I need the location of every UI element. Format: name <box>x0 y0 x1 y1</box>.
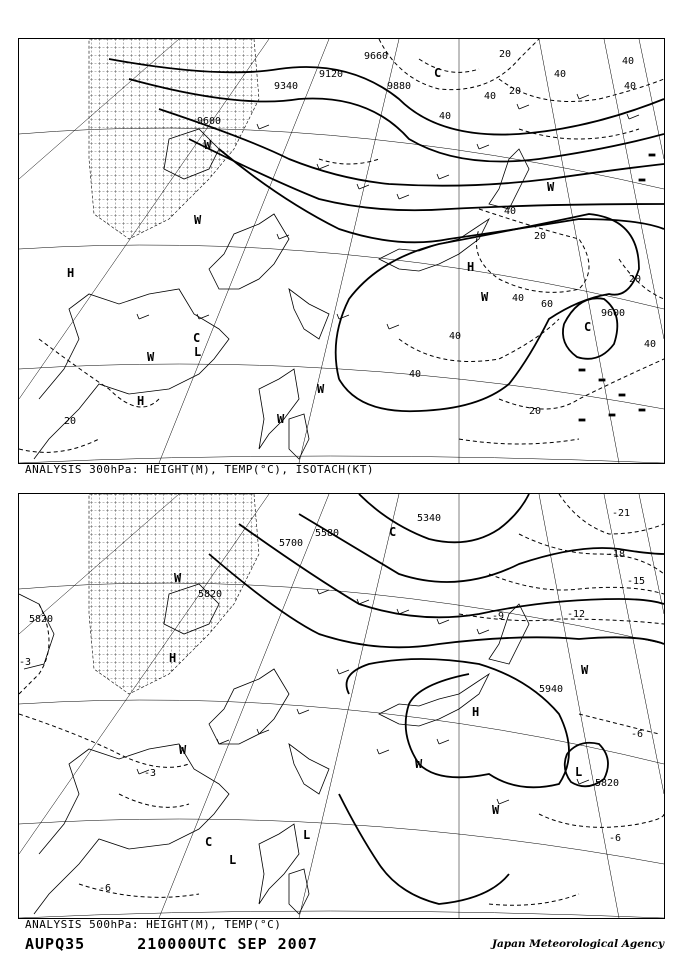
valid-time: 210000UTC SEP 2007 <box>137 935 318 953</box>
low-center: L <box>575 765 583 779</box>
temperature-label: -18 <box>607 549 626 560</box>
height-label: 5700 <box>279 538 304 549</box>
height-label: 9600 <box>197 116 222 127</box>
warm-center: W <box>317 382 325 396</box>
isotach-label: 40 <box>512 293 525 304</box>
height-label: 5820 <box>198 589 223 600</box>
agency-name: Japan Meteorological Agency <box>492 938 665 950</box>
isotach-label: 40 <box>439 111 452 122</box>
warm-center: W <box>581 663 589 677</box>
warm-center: W <box>415 757 423 771</box>
isotach-label: 20 <box>629 274 642 285</box>
isotach-label: 20 <box>529 406 542 417</box>
isotach-label: 40 <box>554 69 567 80</box>
height-label: 9660 <box>364 51 389 62</box>
high-center: H <box>472 705 480 719</box>
panel-caption-300hpa: ANALYSIS 300hPa: HEIGHT(M), TEMP(°C), ISOTACH(KT) <box>25 463 375 476</box>
temperature-label: -6 <box>631 729 644 740</box>
isotach-label: 20 <box>534 231 547 242</box>
temperature-label: -15 <box>627 576 646 587</box>
isotach-label: 20 <box>64 416 77 427</box>
isotach-label: 40 <box>622 56 635 67</box>
temperature-label: -3 <box>19 657 32 668</box>
temperature-label: -9 <box>492 611 505 622</box>
height-contours <box>209 494 664 904</box>
warm-center: W <box>481 290 489 304</box>
warm-center: W <box>147 350 155 364</box>
cold-center: C <box>193 331 201 345</box>
chart-footer <box>25 935 360 953</box>
warm-center: W <box>547 180 555 194</box>
warm-center: W <box>277 412 285 426</box>
height-label: 5580 <box>315 528 340 539</box>
map-panel-500hpa <box>18 493 665 919</box>
cold-center: C <box>584 320 592 334</box>
height-label: 9120 <box>319 69 344 80</box>
isotach-label: 40 <box>644 339 657 350</box>
warm-center: W <box>174 571 182 585</box>
height-label: 9880 <box>387 81 412 92</box>
temperature-label: -6 <box>609 833 622 844</box>
height-label: 5940 <box>539 684 564 695</box>
high-center: H <box>67 266 75 280</box>
chart-code: AUPQ35 <box>25 935 86 953</box>
low-center: L <box>303 828 311 842</box>
height-label: 5820 <box>29 614 54 625</box>
height-label: 5340 <box>417 513 442 524</box>
warm-center: W <box>492 803 500 817</box>
temperature-label: -3 <box>144 768 157 779</box>
isotach-label: 40 <box>484 91 497 102</box>
high-center: H <box>467 260 475 274</box>
height-label: 9340 <box>274 81 299 92</box>
low-center: L <box>229 853 237 867</box>
temperature-label: -6 <box>99 883 112 894</box>
warm-center: W <box>204 138 212 152</box>
isotach-label: 60 <box>541 299 554 310</box>
temperature-label: -12 <box>567 609 586 620</box>
panel-caption-500hpa: ANALYSIS 500hPa: HEIGHT(M), TEMP(°C) <box>25 918 282 931</box>
map-500hpa-svg <box>19 494 664 918</box>
cold-center: C <box>434 66 442 80</box>
isotach-label: 20 <box>499 49 512 60</box>
isotach-label: 40 <box>449 331 462 342</box>
warm-center: W <box>194 213 202 227</box>
high-center: H <box>137 394 145 408</box>
isotach-label: 40 <box>624 81 637 92</box>
cold-center: C <box>389 525 397 539</box>
temperature-label: -21 <box>612 508 631 519</box>
isotach-label: 40 <box>504 206 517 217</box>
map-panel-300hpa <box>18 38 665 464</box>
cold-center: C <box>205 835 213 849</box>
map-300hpa-svg <box>19 39 664 463</box>
isotach-label: 20 <box>509 86 522 97</box>
height-label: 9600 <box>601 308 626 319</box>
height-label: 5820 <box>595 778 620 789</box>
isotach-label: 40 <box>409 369 422 380</box>
warm-center: W <box>179 743 187 757</box>
low-center: L <box>194 345 202 359</box>
high-center: H <box>169 651 177 665</box>
